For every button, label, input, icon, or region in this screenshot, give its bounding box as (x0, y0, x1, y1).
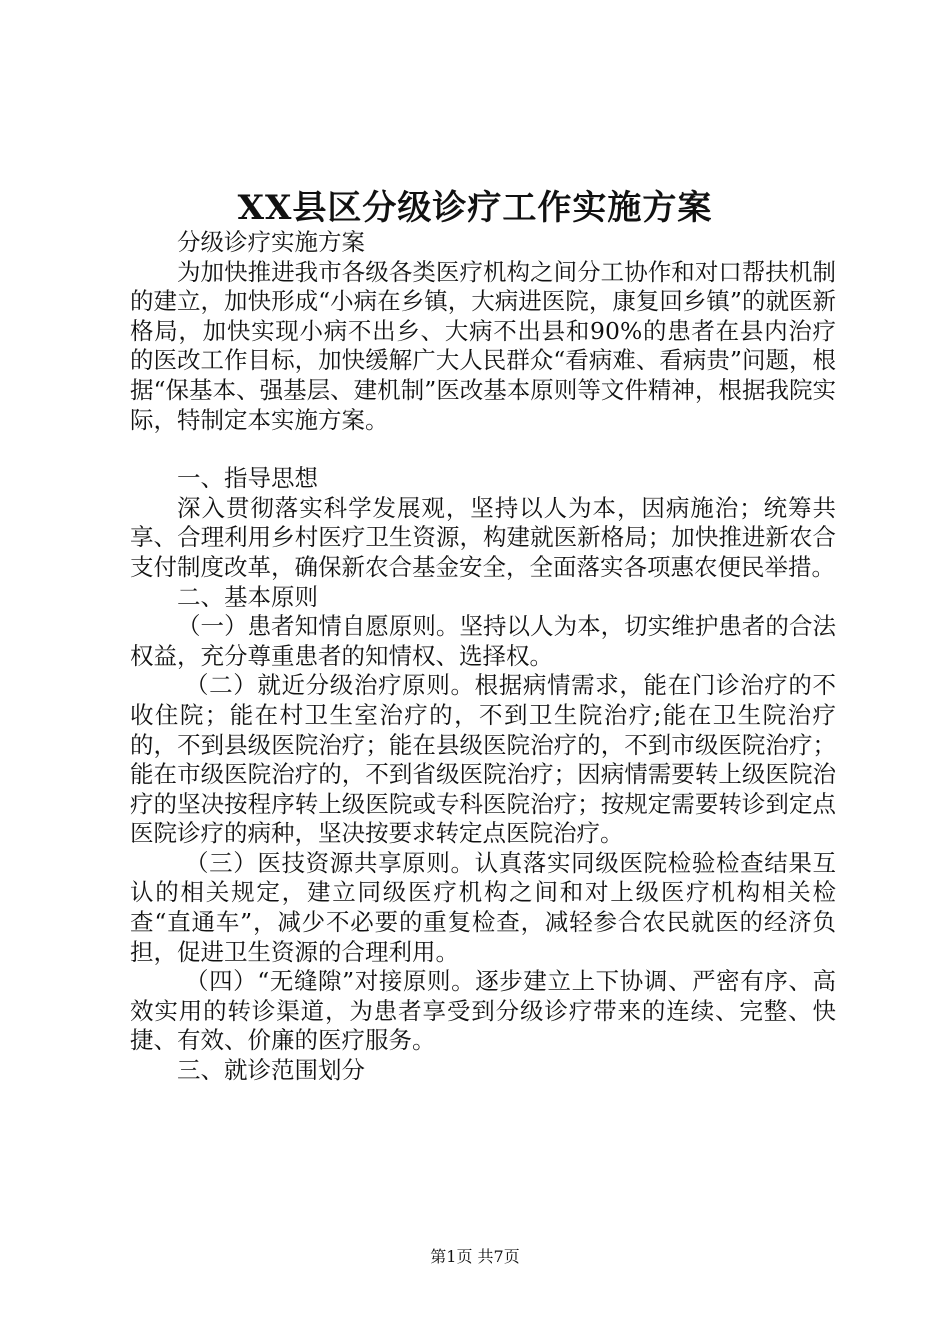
section-heading-guiding-thought: 一、指导思想 (177, 464, 318, 493)
intro-paragraph: 为加快推进我市各级各类医疗机构之间分工协作和对口帮扶机制的建立，加快形成“小病在乡镇，大病进医院，康复回乡镇”的就医新格局，加快实现小病不出乡、大病不出县和90%的患者在县内治疗的医改工作目标，加快缓解广大人民群众“看病难、看病贵”问题，根据“保基本、强基层、建机制”医改基本原则等文件精神，根据我院实际，特制定本实施方案。 (130, 257, 836, 434)
document-title: XX县区分级诊疗工作实施方案 (237, 188, 713, 228)
principle-4-paragraph: （四）“无缝隙”对接原则。逐步建立上下协调、严密有序、高效实用的转诊渠道，为患者享受到分级诊疗带来的连续、完整、快捷、有效、价廉的医疗服务。 (130, 967, 836, 1055)
page-number-footer: 第1页 共7页 (430, 1247, 520, 1266)
section-heading-basic-principles: 二、基本原则 (177, 582, 318, 611)
subtitle-paragraph: 分级诊疗实施方案 (177, 228, 365, 256)
section-heading-scope: 三、就诊范围划分 (177, 1056, 365, 1085)
paragraph-spacer (130, 435, 836, 464)
document-body (130, 228, 836, 1086)
principle-3-paragraph: （三）医技资源共享原则。认真落实同级医院检验检查结果互认的相关规定，建立同级医疗机构之间和对上级医疗机构相关检查“直通车”，减少不必要的重复检查，减轻参合农民就医的经济负担，促进卫生资源的合理利用。 (130, 848, 836, 966)
principle-1-paragraph: （一）患者知情自愿原则。坚持以人为本，切实维护患者的合法权益，充分尊重患者的知情权、选择权。 (130, 612, 836, 670)
guiding-thought-paragraph: 深入贯彻落实科学发展观，坚持以人为本，因病施治；统筹共享、合理利用乡村医疗卫生资源，构建就医新格局；加快推进新农合支付制度改革，确保新农合基金安全，全面落实各项惠农便民举措。 (130, 493, 836, 581)
principle-2-paragraph: （二）就近分级治疗原则。根据病情需求，能在门诊治疗的不收住院；能在村卫生室治疗的，不到卫生院治疗;能在卫生院治疗的，不到县级医院治疗；能在县级医院治疗的，不到市级医院治疗；能在市级医院治疗的，不到省级医院治疗；因病情需要转上级医院治疗的坚决按程序转上级医院或专科医院治疗；按规定需要转诊到定点医院诊疗的病种，坚决按要求转定点医院治疗。 (130, 671, 836, 848)
